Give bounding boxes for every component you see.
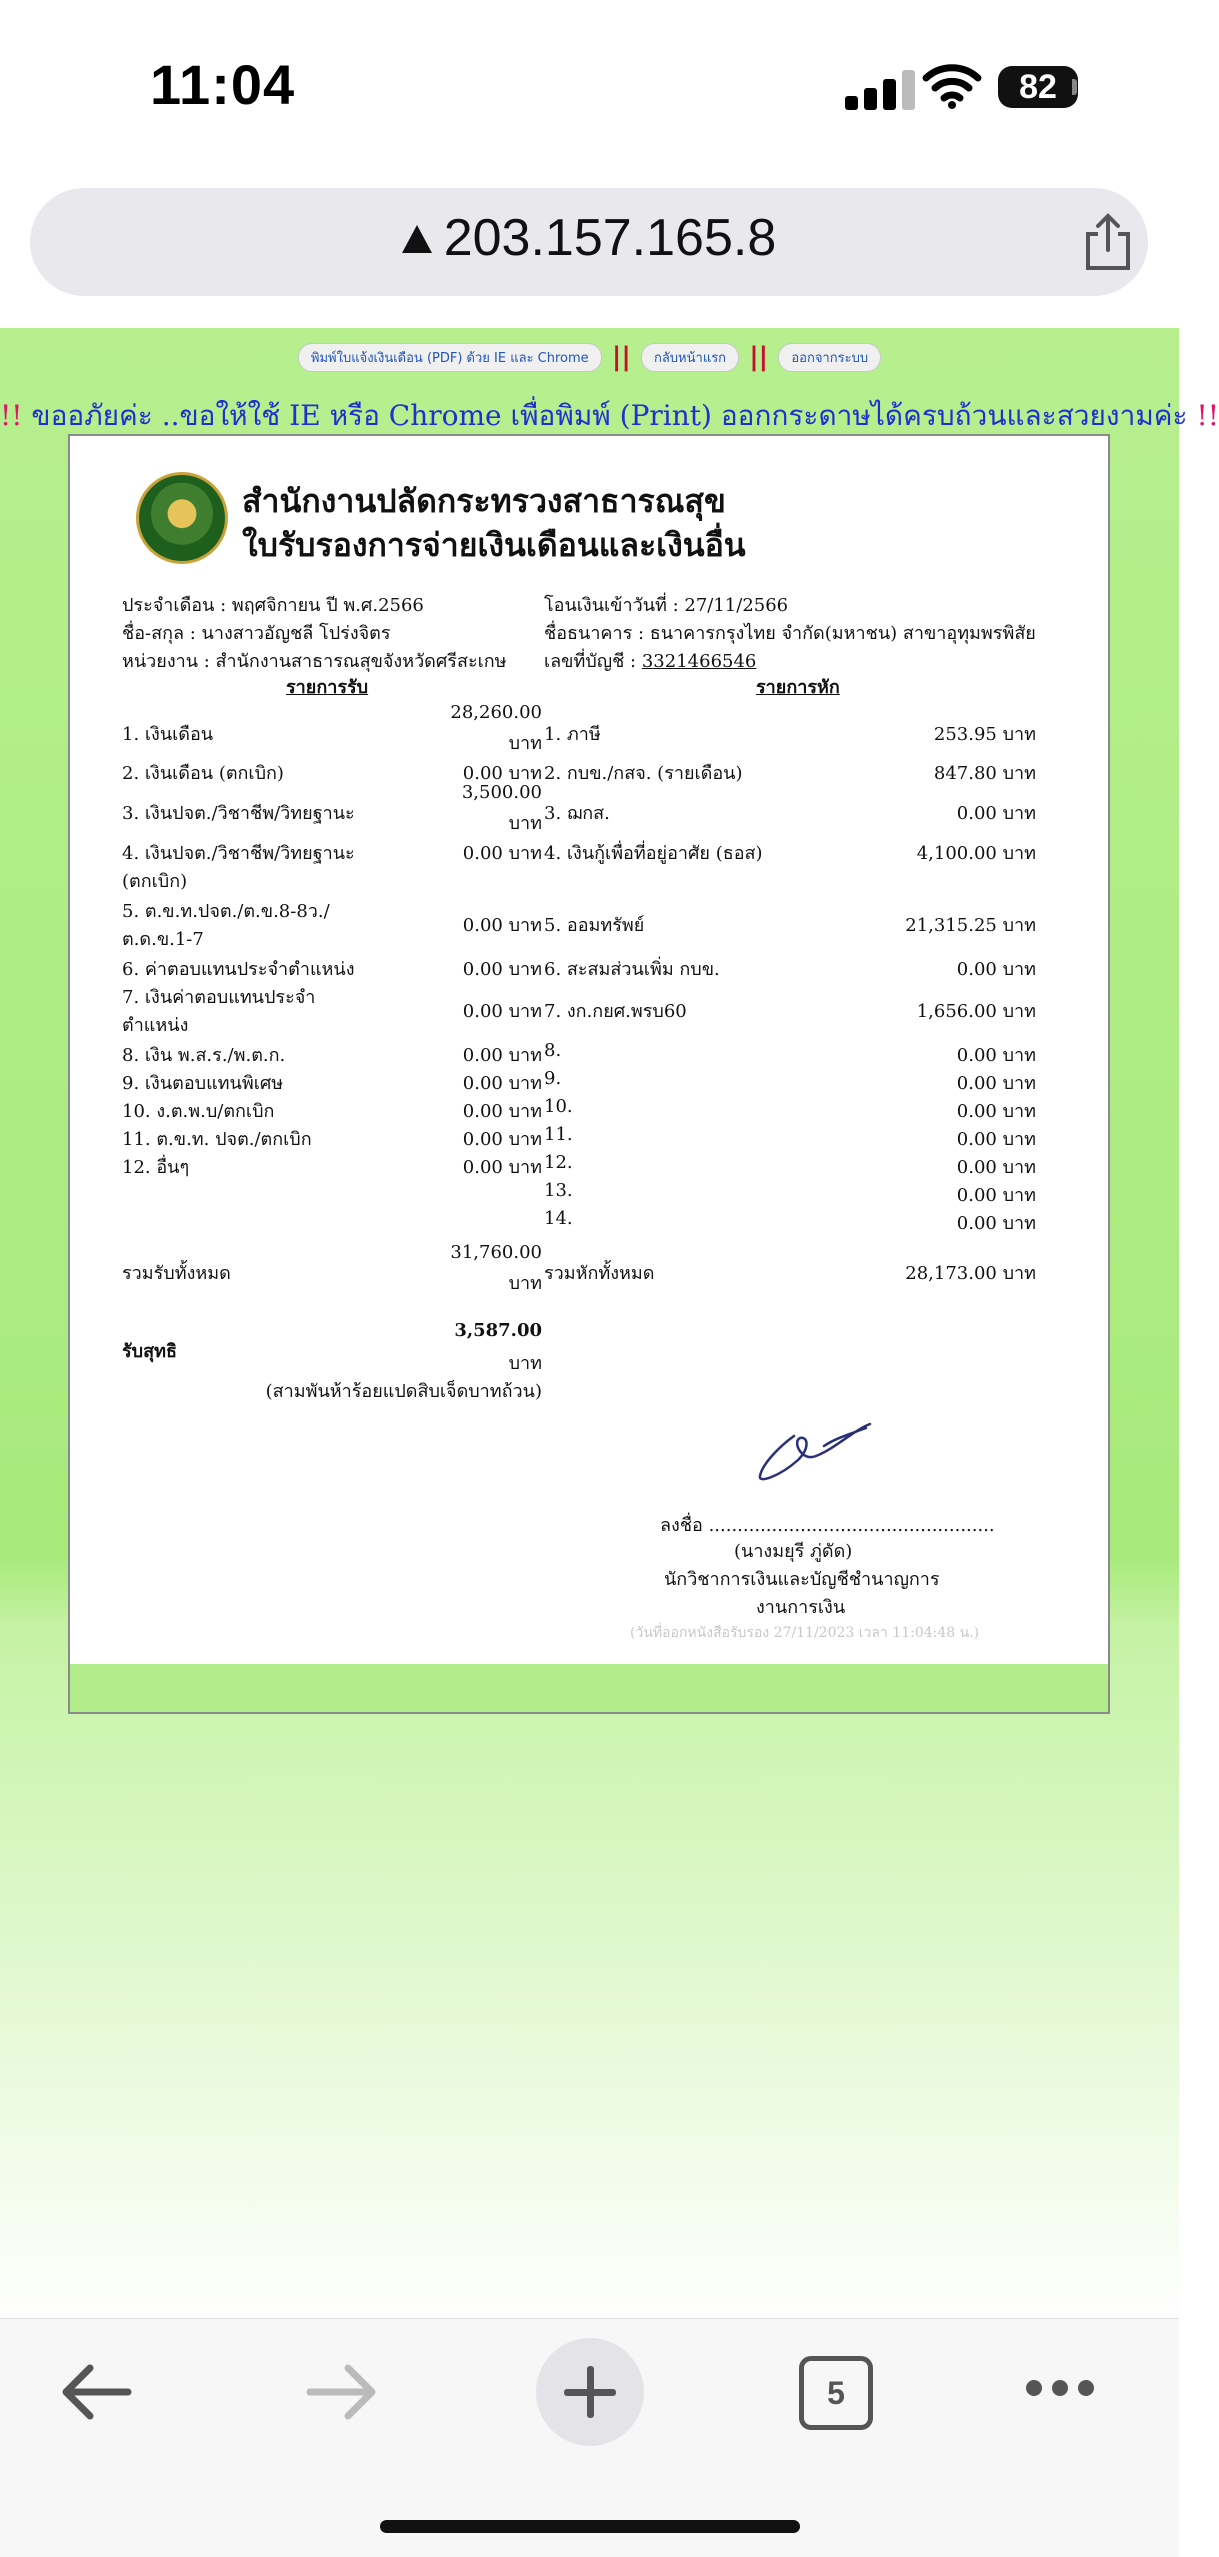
income-amount: 0.00 บาท xyxy=(462,1073,542,1094)
issue-timestamp: (วันที่ออกหนังสือรับรอง 27/11/2023 เวลา 11:04:48 น.) xyxy=(630,1625,980,1641)
deduction-amount: 847.80 บาท xyxy=(933,763,1036,784)
deduction-label: 4. เงินกู้เพื่อที่อยู่อาศัย (ธอส) xyxy=(544,843,763,864)
deduction-label: 13. xyxy=(544,1180,573,1201)
income-label: 6. ค่าตอบแทนประจำตำแหน่ง xyxy=(122,959,355,980)
warning-icon xyxy=(402,225,432,253)
income-amount: 0.00 บาท xyxy=(462,763,542,784)
income-label: 5. ต.ข.ท.ปจต./ต.ข.8-8ว./ xyxy=(122,901,330,922)
deduction-label: 1. ภาษี xyxy=(544,724,601,745)
separator: || xyxy=(611,342,631,372)
net-amount: 3,587.00 xyxy=(454,1320,542,1341)
deduction-header: รายการหัก xyxy=(756,677,840,698)
deduction-label: 11. xyxy=(544,1124,573,1145)
battery-icon: 82 xyxy=(998,66,1078,108)
income-amount: 0.00 บาท xyxy=(462,1001,542,1022)
deduction-label: 2. กบข./กสจ. (รายเดือน) xyxy=(544,763,743,784)
share-icon[interactable] xyxy=(1080,212,1136,272)
notice-bang: !! xyxy=(0,399,23,432)
total-deduction-amount: 28,173.00 บาท xyxy=(905,1263,1036,1284)
deduction-label: 10. xyxy=(544,1096,573,1117)
income-amount: 3,500.00 xyxy=(461,782,542,803)
income-label: 4. เงินปจต./วิชาชีพ/วิทยฐานะ xyxy=(122,843,355,864)
document-title: ใบรับรองการจ่ายเงินเดือนและเงินอื่น xyxy=(242,526,746,564)
income-amount: 0.00 บาท xyxy=(462,1101,542,1122)
income-label: 12. อื่นๆ xyxy=(122,1157,190,1178)
account-label: เลขที่บัญชี : xyxy=(544,651,637,672)
pay-month: ประจำเดือน : พฤศจิกายน ปี พ.ศ.2566 xyxy=(122,595,424,616)
signer-department: งานการเงิน xyxy=(756,1597,846,1618)
status-bar xyxy=(0,0,1179,175)
more-icon[interactable] xyxy=(1026,2380,1104,2400)
deduction-label: 7. งก.กยศ.พรบ60 xyxy=(544,1001,687,1022)
deduction-label: 3. ฌกส. xyxy=(544,803,610,824)
deduction-label: 14. xyxy=(544,1208,573,1229)
logout-button[interactable]: ออกจากระบบ xyxy=(778,343,881,372)
income-amount: 0.00 บาท xyxy=(462,959,542,980)
deduction-amount: 0.00 บาท xyxy=(956,1101,1036,1122)
new-tab-icon[interactable] xyxy=(536,2338,644,2446)
total-income-unit: บาท xyxy=(508,1273,542,1294)
deduction-label: 5. ออมทรัพย์ xyxy=(544,915,645,936)
total-deduction-label: รวมหักทั้งหมด xyxy=(544,1263,655,1284)
income-header: รายการรับ xyxy=(286,677,369,698)
home-button[interactable]: กลับหน้าแรก xyxy=(641,343,739,372)
paper-footer-band xyxy=(70,1664,1108,1712)
income-amount: 0.00 บาท xyxy=(462,1157,542,1178)
deduction-label: 6. สะสมส่วนเพิ่ม กบข. xyxy=(544,959,720,980)
net-unit: บาท xyxy=(508,1353,542,1374)
url-value: 203.157.165.8 xyxy=(443,209,777,267)
income-label: 8. เงิน พ.ส.ร./พ.ต.ก. xyxy=(122,1045,286,1066)
income-unit: บาท xyxy=(508,813,542,834)
signature-line: ลงชื่อ .................................................. xyxy=(660,1515,995,1536)
forward-icon[interactable] xyxy=(304,2362,380,2422)
bank-name: ชื่อธนาคาร : ธนาคารกรุงไทย จำกัด(มหาชน) สาขาอุทุมพรพิสัย xyxy=(544,623,1036,644)
account-number xyxy=(544,646,756,675)
deduction-amount: 21,315.25 บาท xyxy=(905,915,1036,936)
ministry-seal-icon xyxy=(136,472,228,564)
notice-bang: !! xyxy=(1196,399,1219,432)
deduction-amount: 253.95 บาท xyxy=(933,724,1036,745)
deduction-amount: 0.00 บาท xyxy=(956,1129,1036,1150)
print-pdf-button[interactable]: พิมพ์ใบแจ้งเงินเดือน (PDF) ด้วย IE และ Chrome xyxy=(298,343,602,372)
url-text[interactable] xyxy=(30,208,1148,268)
print-notice xyxy=(0,394,1219,438)
deduction-label: 12. xyxy=(544,1152,573,1173)
deduction-amount: 0.00 บาท xyxy=(956,1045,1036,1066)
income-label-cont: ต.ด.ข.1-7 xyxy=(122,929,204,950)
deduction-amount: 0.00 บาท xyxy=(956,1157,1036,1178)
deduction-amount: 0.00 บาท xyxy=(956,959,1036,980)
income-amount: 0.00 บาท xyxy=(462,843,542,864)
deduction-amount: 1,656.00 บาท xyxy=(916,1001,1036,1022)
employee-name: ชื่อ-สกุล : นางสาวอัญชลี โปร่งจิตร xyxy=(122,623,391,644)
income-amount: 0.00 บาท xyxy=(462,1045,542,1066)
income-amount: 0.00 บาท xyxy=(462,915,542,936)
income-label: 10. ง.ต.พ.บ/ตกเบิก xyxy=(122,1101,275,1122)
notice-text: ขออภัยค่ะ ..ขอให้ใช้ IE หรือ Chrome เพื่อพิมพ์ (Print) ออกกระดาษได้ครบถ้วนและสวยงามค่ะ xyxy=(31,399,1188,432)
income-label: 9. เงินตอบแทนพิเศษ xyxy=(122,1073,284,1094)
transfer-date: โอนเงินเข้าวันที่ : 27/11/2566 xyxy=(544,595,789,616)
work-unit: หน่วยงาน : สำนักงานสาธารณสุขจังหวัดศรีสะเกษ xyxy=(122,651,507,672)
deduction-amount: 4,100.00 บาท xyxy=(916,843,1036,864)
address-bar[interactable] xyxy=(30,188,1148,296)
status-time: 11:04 xyxy=(150,53,296,116)
org-name: สำนักงานปลัดกระทรวงสาธารณสุข xyxy=(242,482,726,520)
net-label: รับสุทธิ xyxy=(122,1341,177,1362)
deduction-label: 9. xyxy=(544,1068,562,1089)
income-amount: 28,260.00 xyxy=(450,702,542,723)
net-amount-words: (สามพันห้าร้อยแปดสิบเจ็ดบาทถ้วน) xyxy=(265,1381,542,1402)
income-label: 2. เงินเดือน (ตกเบิก) xyxy=(122,763,284,784)
account-value: 3321466546 xyxy=(641,651,757,672)
deduction-amount: 0.00 บาท xyxy=(956,1073,1036,1094)
signer-name: (นางมยุรี ภู่ดัด) xyxy=(734,1541,853,1562)
salary-certificate xyxy=(68,434,1110,1714)
home-indicator xyxy=(380,2520,800,2533)
income-label-cont: ตำแหน่ง xyxy=(122,1015,189,1036)
signature-icon xyxy=(750,1416,880,1486)
income-label: 11. ต.ข.ท. ปจต./ตกเบิก xyxy=(122,1129,312,1150)
income-label: 7. เงินค่าตอบแทนประจำ xyxy=(122,987,316,1008)
tabs-icon[interactable]: 5 xyxy=(799,2356,873,2430)
deduction-amount: 0.00 บาท xyxy=(956,1185,1036,1206)
back-icon[interactable] xyxy=(58,2362,134,2422)
total-income-label: รวมรับทั้งหมด xyxy=(122,1263,231,1284)
income-amount: 0.00 บาท xyxy=(462,1129,542,1150)
deduction-amount: 0.00 บาท xyxy=(956,803,1036,824)
wifi-icon xyxy=(922,60,982,110)
separator: || xyxy=(749,342,769,372)
signer-title: นักวิชาการเงินและบัญชีชำนาญการ xyxy=(664,1569,940,1590)
total-income-amount: 31,760.00 xyxy=(450,1242,542,1263)
signal-icon xyxy=(845,68,915,110)
income-label: 3. เงินปจต./วิชาชีพ/วิทยฐานะ xyxy=(122,803,355,824)
income-unit: บาท xyxy=(508,733,542,754)
battery-tip xyxy=(1072,79,1077,95)
deduction-label: 8. xyxy=(544,1040,562,1061)
deduction-amount: 0.00 บาท xyxy=(956,1213,1036,1234)
income-label-cont: (ตกเบิก) xyxy=(122,871,188,892)
top-button-row xyxy=(0,342,1179,372)
income-label: 1. เงินเดือน xyxy=(122,724,214,745)
